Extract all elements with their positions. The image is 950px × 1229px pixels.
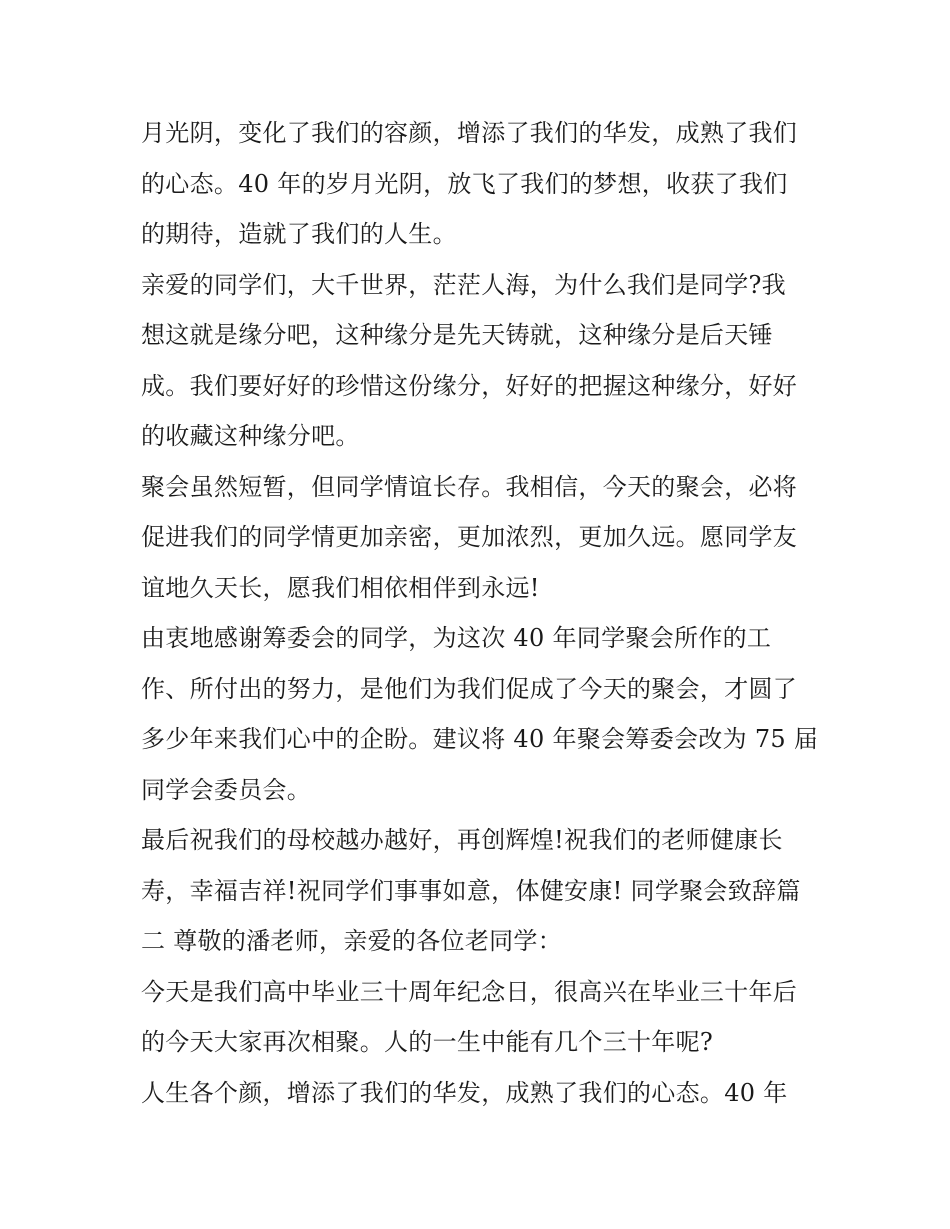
text-line: 成。我们要好好的珍惜这份缘分，好好的把握这种缘分，好好 <box>141 371 798 400</box>
text-line: 多少年来我们心中的企盼。建议将 40 年聚会筹委会改为 75 届 <box>141 725 819 753</box>
text-line: 聚会虽然短暂，但同学情谊长存。我相信，今天的聚会，必将 <box>141 472 798 501</box>
text-line: 月光阴，变化了我们的容颜，增添了我们的华发，成熟了我们 <box>141 119 798 147</box>
text-line: 想这就是缘分吧，这种缘分是先天铸就，这种缘分是后天锤 <box>141 321 773 349</box>
text-line: 亲爱的同学们，大千世界，茫茫人海，为什么我们是同学?我 <box>141 270 786 299</box>
text-line: 人生各个颜，增添了我们的华发，成熟了我们的心态。40 年 <box>141 1078 788 1107</box>
text-line: 今天是我们高中毕业三十周年纪念日，很高兴在毕业三十年后 <box>141 977 798 1006</box>
text-line: 的心态。40 年的岁月光阴，放飞了我们的梦想，收获了我们 <box>141 169 788 198</box>
text-line: 同学会委员会。 <box>141 775 312 804</box>
text-line: 最后祝我们的母校越办越好，再创辉煌!祝我们的老师健康长 <box>141 826 783 854</box>
text-line: 作、所付出的努力，是他们为我们促成了今天的聚会，才圆了 <box>141 674 798 703</box>
text-line: 的收藏这种缘分吧。 <box>141 422 360 450</box>
text-line: 的期待，造就了我们的人生。 <box>141 220 457 248</box>
text-line: 二 尊敬的潘老师，亲爱的各位老同学： <box>141 927 563 955</box>
document-body <box>141 108 821 1118</box>
text-line: 的今天大家再次相聚。人的一生中能有几个三十年呢? <box>141 1028 714 1056</box>
text-line: 由衷地感谢筹委会的同学，为这次 40 年同学聚会所作的工 <box>141 624 772 652</box>
text-line: 促进我们的同学情更加亲密，更加浓烈，更加久远。愿同学友 <box>141 523 798 551</box>
text-line: 寿，幸福吉祥!祝同学们事事如意，体健安康! 同学聚会致辞篇 <box>141 876 801 905</box>
text-line: 谊地久天长，愿我们相依相伴到永远! <box>141 573 540 602</box>
